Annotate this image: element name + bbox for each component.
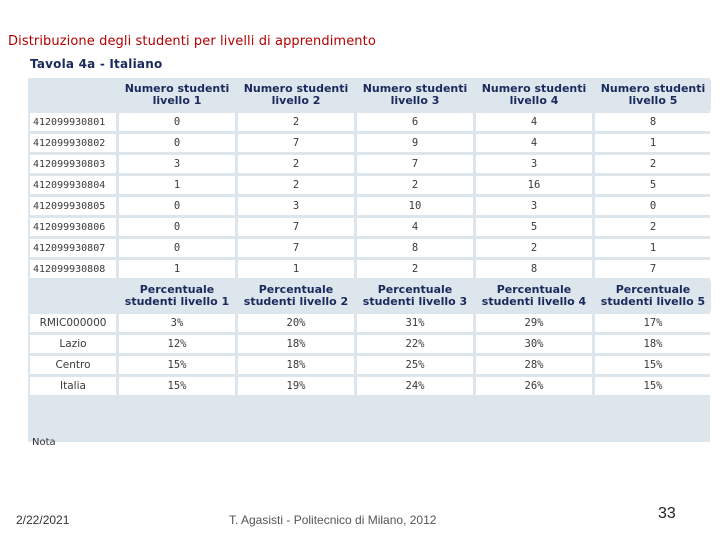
count-cell: 7 — [238, 239, 354, 257]
area-name-cell: Centro — [30, 356, 116, 374]
percent-cell: 24% — [357, 377, 473, 395]
count-cell: 0 — [119, 134, 235, 152]
percent-cell: 3% — [119, 314, 235, 332]
footer-credit: T. Agasisti - Politecnico di Milano, 2012 — [229, 513, 437, 527]
school-code-cell: 412099930803 — [30, 155, 116, 173]
percent-cell: 12% — [119, 335, 235, 353]
count-cell: 2 — [357, 176, 473, 194]
count-cell: 0 — [119, 113, 235, 131]
area-name-cell: RMIC000000 — [30, 314, 116, 332]
count-cell: 7 — [238, 218, 354, 236]
column-header: Percentuale studenti livello 4 — [476, 281, 592, 311]
percent-cell: 26% — [476, 377, 592, 395]
count-cell: 8 — [595, 113, 711, 131]
count-cell: 0 — [119, 239, 235, 257]
count-cell: 1 — [119, 260, 235, 278]
counts-header-row — [30, 80, 711, 110]
table-row — [30, 314, 711, 332]
results-table-container — [28, 78, 710, 448]
table-title: Tavola 4a - Italiano — [30, 57, 163, 71]
column-header: Percentuale studenti livello 3 — [357, 281, 473, 311]
count-cell: 3 — [476, 197, 592, 215]
header-blank-cell — [30, 281, 116, 311]
table-row — [30, 335, 711, 353]
table-row — [30, 239, 711, 257]
results-table — [27, 77, 714, 398]
percent-header-row — [30, 281, 711, 311]
count-cell: 1 — [595, 239, 711, 257]
count-cell: 3 — [238, 197, 354, 215]
count-cell: 2 — [238, 176, 354, 194]
percent-cell: 15% — [595, 377, 711, 395]
count-cell: 3 — [476, 155, 592, 173]
header-blank-cell — [30, 80, 116, 110]
percent-cell: 15% — [119, 377, 235, 395]
count-cell: 4 — [476, 134, 592, 152]
column-header: Numero studenti livello 2 — [238, 80, 354, 110]
percent-cell: 19% — [238, 377, 354, 395]
count-cell: 1 — [238, 260, 354, 278]
table-note: Nota — [32, 437, 56, 448]
table-row — [30, 260, 711, 278]
page-number: 33 — [658, 505, 676, 522]
count-cell: 1 — [119, 176, 235, 194]
percent-cell: 31% — [357, 314, 473, 332]
school-code-cell: 412099930805 — [30, 197, 116, 215]
count-cell: 6 — [357, 113, 473, 131]
count-cell: 0 — [119, 197, 235, 215]
count-cell: 8 — [476, 260, 592, 278]
table-row — [30, 176, 711, 194]
count-cell: 5 — [595, 176, 711, 194]
count-cell: 1 — [595, 134, 711, 152]
school-code-cell: 412099930801 — [30, 113, 116, 131]
percent-cell: 20% — [238, 314, 354, 332]
footer-date: 2/22/2021 — [16, 513, 70, 527]
area-name-cell: Italia — [30, 377, 116, 395]
column-header: Numero studenti livello 3 — [357, 80, 473, 110]
count-cell: 2 — [357, 260, 473, 278]
percent-cell: 28% — [476, 356, 592, 374]
count-cell: 7 — [357, 155, 473, 173]
table-row — [30, 134, 711, 152]
count-cell: 2 — [476, 239, 592, 257]
count-cell: 5 — [476, 218, 592, 236]
count-cell: 9 — [357, 134, 473, 152]
column-header: Numero studenti livello 5 — [595, 80, 711, 110]
table-row — [30, 218, 711, 236]
count-cell: 0 — [595, 197, 711, 215]
percent-cell: 22% — [357, 335, 473, 353]
percent-cell: 25% — [357, 356, 473, 374]
column-header: Percentuale studenti livello 5 — [595, 281, 711, 311]
school-code-cell: 412099930806 — [30, 218, 116, 236]
count-cell: 2 — [238, 155, 354, 173]
percent-cell: 18% — [595, 335, 711, 353]
count-cell: 4 — [357, 218, 473, 236]
count-cell: 7 — [238, 134, 354, 152]
table-row — [30, 377, 711, 395]
count-cell: 3 — [119, 155, 235, 173]
table-row — [30, 155, 711, 173]
percent-cell: 29% — [476, 314, 592, 332]
school-code-cell: 412099930804 — [30, 176, 116, 194]
school-code-cell: 412099930808 — [30, 260, 116, 278]
count-cell: 8 — [357, 239, 473, 257]
column-header: Percentuale studenti livello 1 — [119, 281, 235, 311]
area-name-cell: Lazio — [30, 335, 116, 353]
table-row — [30, 356, 711, 374]
percent-cell: 30% — [476, 335, 592, 353]
table-row — [30, 113, 711, 131]
percent-cell: 17% — [595, 314, 711, 332]
column-header: Numero studenti livello 4 — [476, 80, 592, 110]
count-cell: 16 — [476, 176, 592, 194]
count-cell: 0 — [119, 218, 235, 236]
percent-cell: 18% — [238, 335, 354, 353]
school-code-cell: 412099930802 — [30, 134, 116, 152]
column-header: Numero studenti livello 1 — [119, 80, 235, 110]
count-cell: 7 — [595, 260, 711, 278]
percent-cell: 18% — [238, 356, 354, 374]
count-cell: 2 — [238, 113, 354, 131]
school-code-cell: 412099930807 — [30, 239, 116, 257]
column-header: Percentuale studenti livello 2 — [238, 281, 354, 311]
count-cell: 2 — [595, 218, 711, 236]
percent-cell: 15% — [595, 356, 711, 374]
count-cell: 2 — [595, 155, 711, 173]
percent-cell: 15% — [119, 356, 235, 374]
count-cell: 10 — [357, 197, 473, 215]
count-cell: 4 — [476, 113, 592, 131]
slide-heading: Distribuzione degli studenti per livelli di apprendimento — [8, 34, 376, 49]
table-row — [30, 197, 711, 215]
